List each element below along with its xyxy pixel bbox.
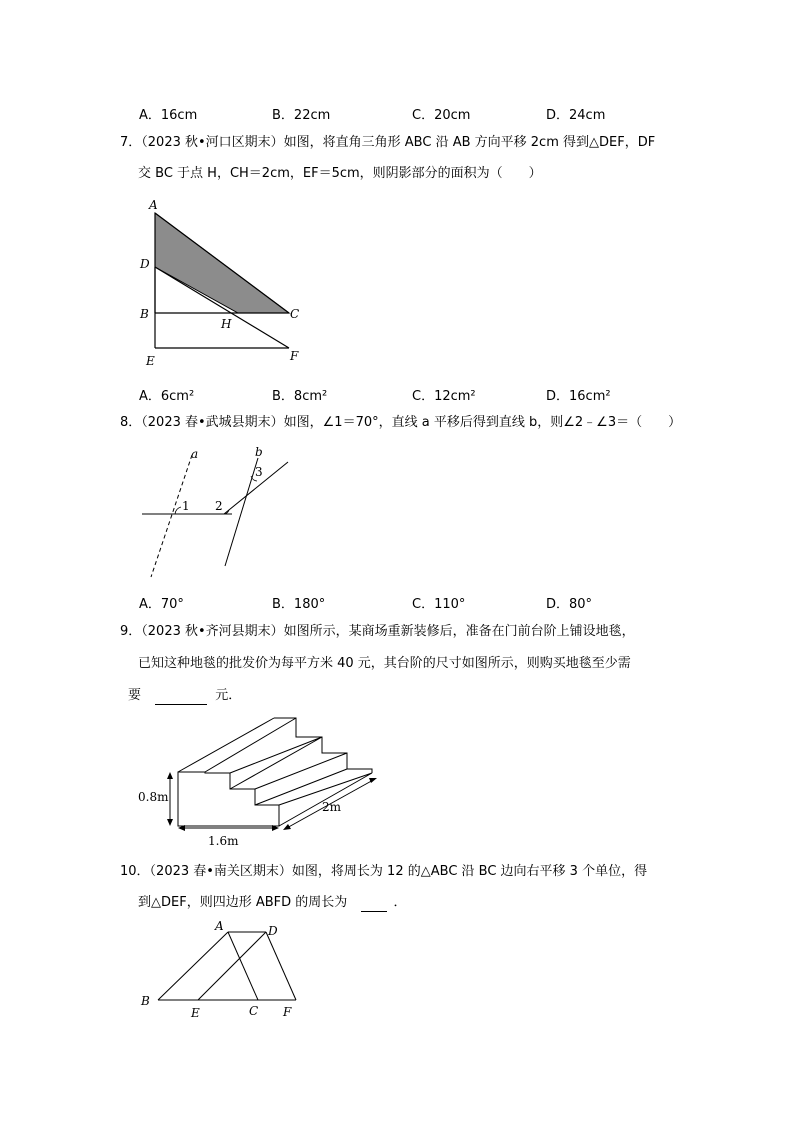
q7-label-b: B <box>140 307 149 321</box>
q7-label-c: C <box>290 307 300 321</box>
q10-side-df <box>266 932 296 1000</box>
q6-option-b[interactable]: B．22cm <box>272 108 331 123</box>
q9-label-width: 2m <box>322 800 342 814</box>
q7-option-a[interactable]: A．6cm² <box>139 389 195 404</box>
q10-line2-post: ． <box>393 895 407 910</box>
q10-label-b: B <box>141 994 150 1008</box>
q10-label-e: E <box>191 1006 200 1020</box>
q7-label-h: H <box>221 317 232 331</box>
q9-label-height: 0.8m <box>138 790 169 804</box>
q10-label-f: F <box>283 1005 292 1019</box>
q10-label-c: C <box>249 1004 259 1018</box>
q8-option-c[interactable]: C．110° <box>412 597 466 612</box>
q7-label-f: F <box>290 349 299 363</box>
q7-label-e: E <box>146 354 155 368</box>
q9-label-length: 1.6m <box>208 834 239 848</box>
q8-option-b[interactable]: B．180° <box>272 597 326 612</box>
q6-option-c[interactable]: C．20cm <box>412 108 471 123</box>
q8-label-1: 1 <box>182 499 190 513</box>
q8-label-b: b <box>255 445 263 459</box>
q7-option-b[interactable]: B．8cm² <box>272 389 328 404</box>
q8-stem-line1: 8．（2023 春•武城县期末）如图，∠1＝70°，直线 a 平移后得到直线 b，则∠2﹣∠3＝（ ） <box>120 415 682 430</box>
q8-label-2: 2 <box>215 499 223 513</box>
q8-label-3: 3 <box>255 465 263 479</box>
q10-label-d: D <box>268 924 278 938</box>
q7-stem-line2: 交 BC 于点 H，CH＝2cm，EF＝5cm，则阴影部分的面积为（ ） <box>138 166 542 181</box>
q6-option-d[interactable]: D．24cm <box>546 108 606 123</box>
q9-line3-post: 元． <box>215 688 242 703</box>
q8-option-a[interactable]: A．70° <box>139 597 184 612</box>
q6-option-a[interactable]: A．16cm <box>139 108 198 123</box>
q10-stem-line1: 10．（2023 春•南关区期末）如图，将周长为 12 的△ABC 沿 BC 边向右平移 3 个单位，得 <box>120 864 648 879</box>
q10-line2-pre: 到△DEF，则四边形 ABFD 的周长为 <box>138 895 348 910</box>
q7-stem-line1: 7．（2023 秋•河口区期末）如图，将直角三角形 ABC 沿 AB 方向平移 2cm 得到△DEF，DF <box>120 135 656 150</box>
q7-label-a: A <box>149 198 158 212</box>
q7-label-d: D <box>140 257 150 271</box>
q9-stem-line1: 9．（2023 秋•齐河县期末）如图所示，某商场重新装修后，准备在门前台阶上铺设地毯， <box>120 624 635 639</box>
q9-stem-line2: 已知这种地毯的批发价为每平方米 40 元，其台阶的尺寸如图所示，则购买地毯至少需 <box>138 656 631 671</box>
q9-line3-pre: 要 <box>128 688 142 703</box>
q10-label-a: A <box>215 919 224 933</box>
q7-option-d[interactable]: D．16cm² <box>546 389 611 404</box>
q8-option-d[interactable]: D．80° <box>546 597 593 612</box>
q10-side-ba <box>158 932 228 1000</box>
q7-option-c[interactable]: C．12cm² <box>412 389 476 404</box>
q8-label-a: a <box>191 447 199 461</box>
